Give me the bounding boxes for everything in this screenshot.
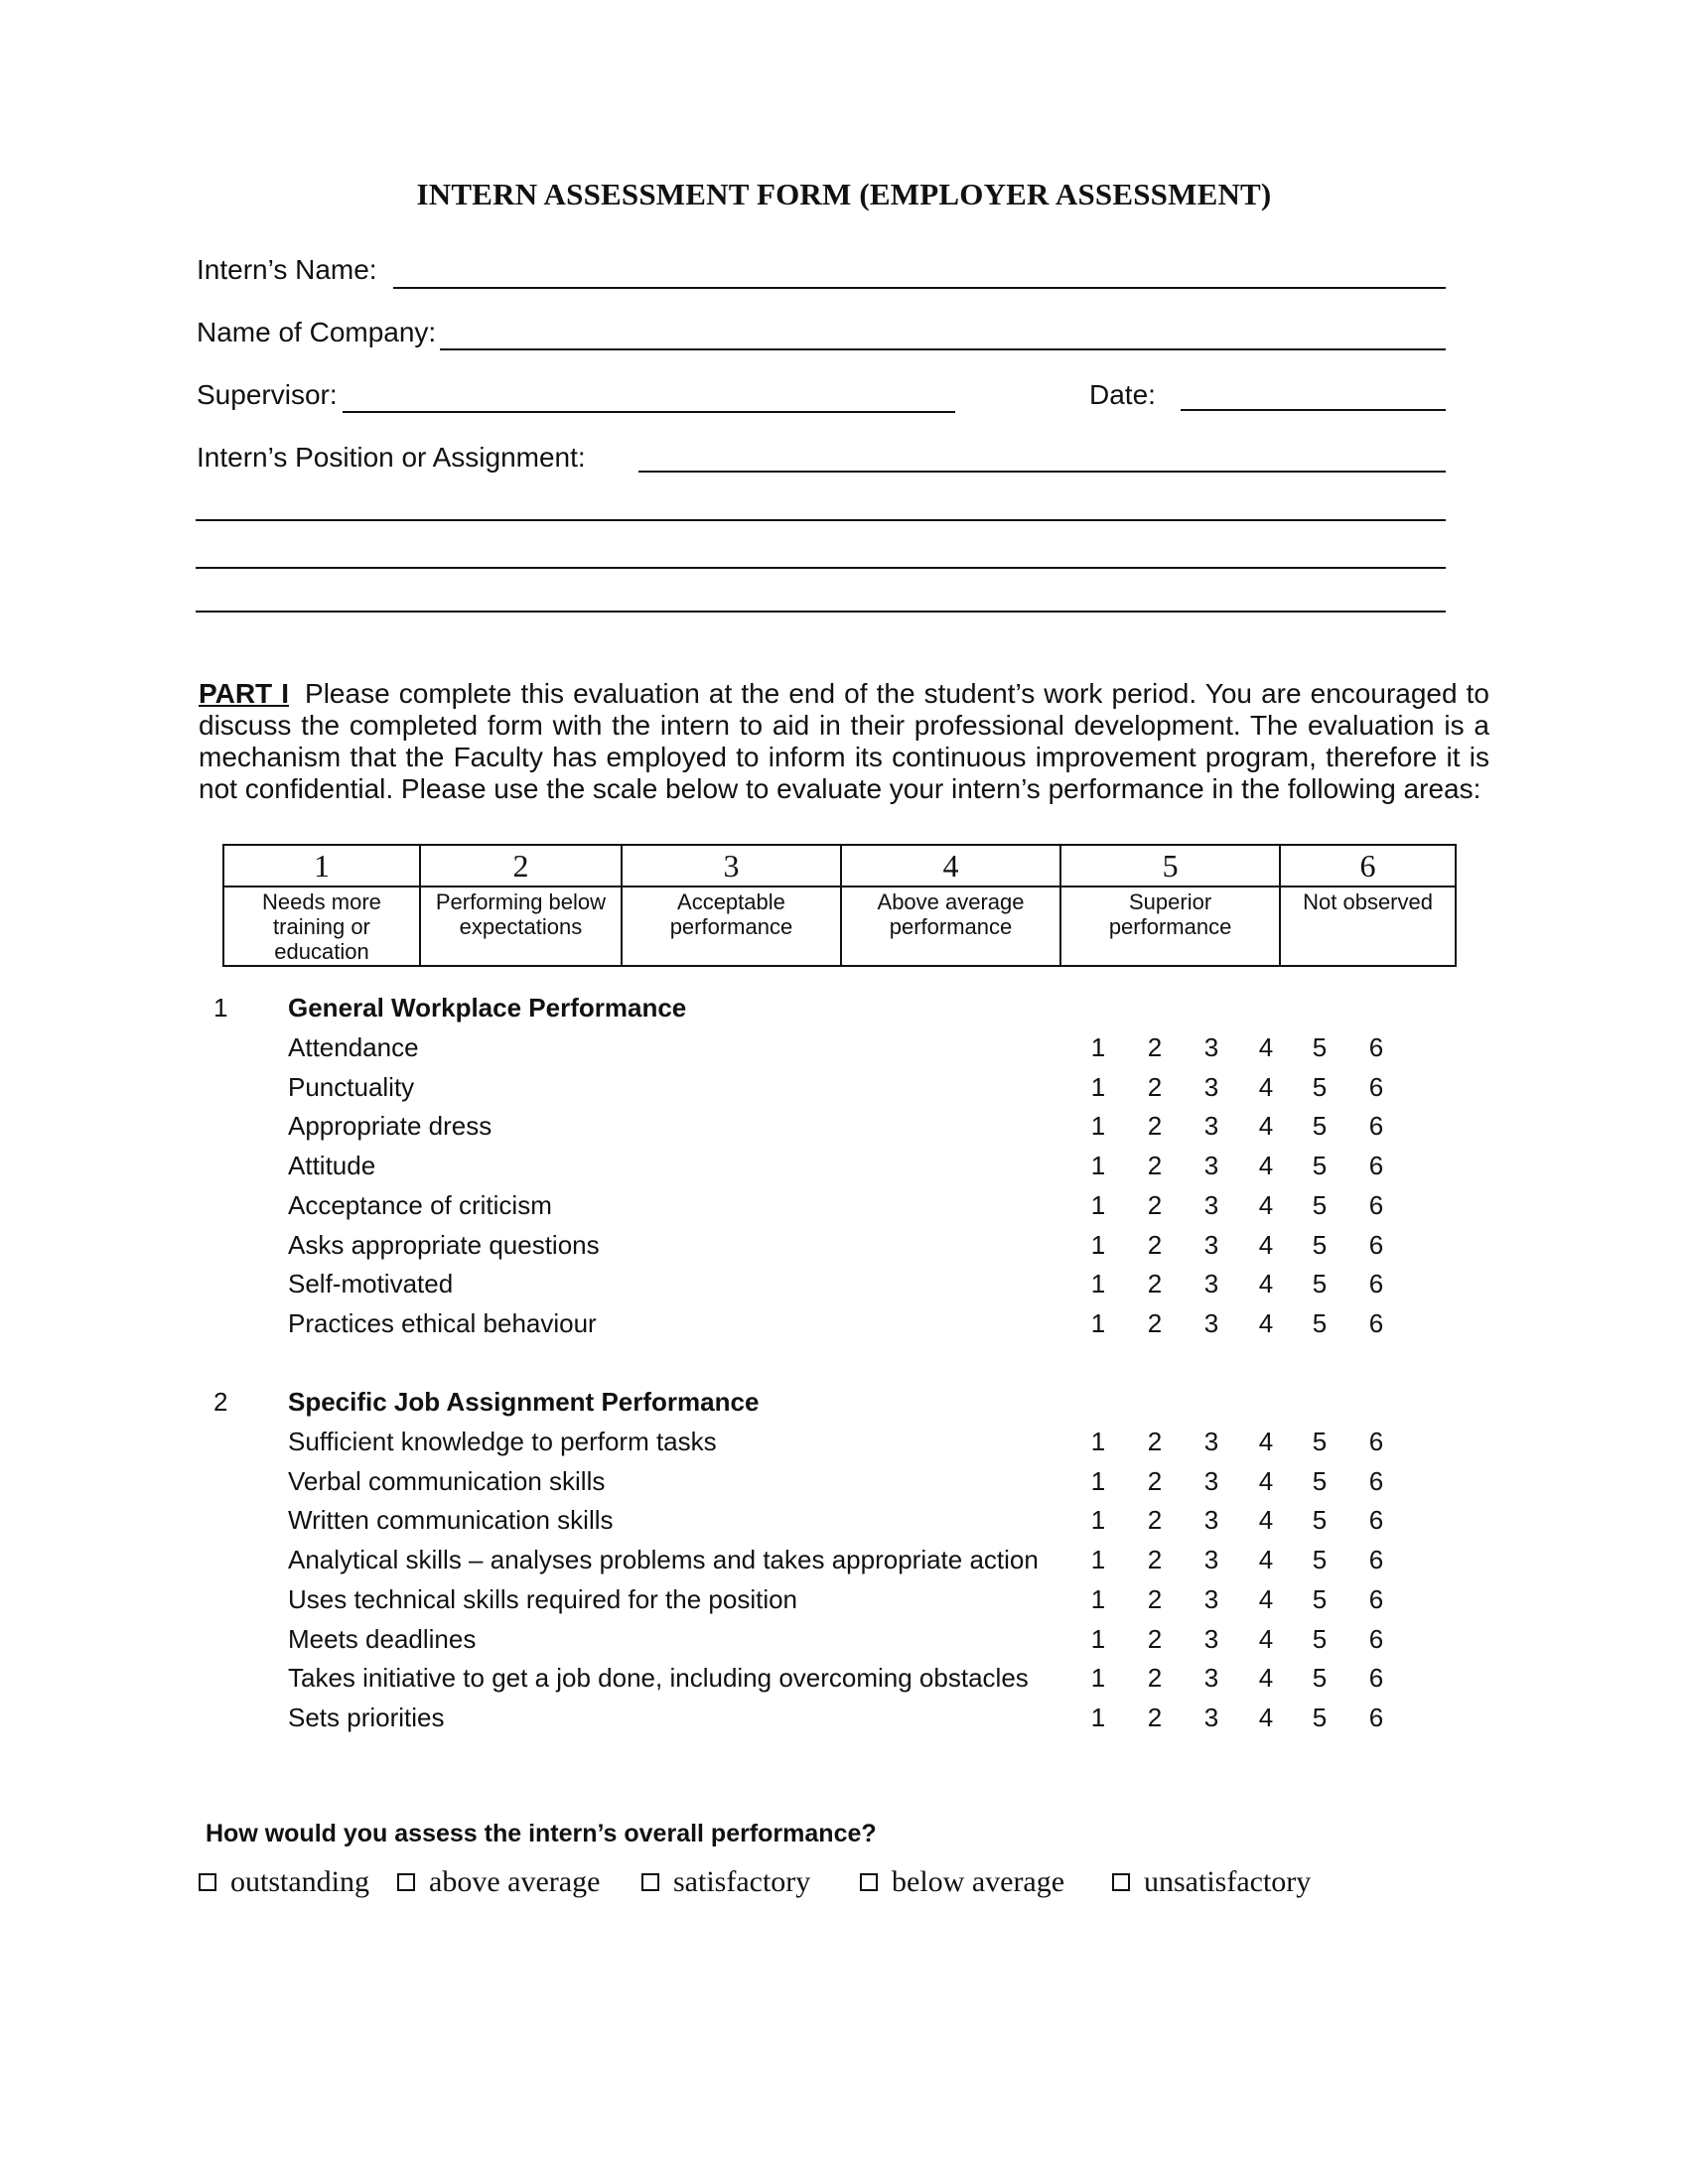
scale-number: 5 <box>1060 845 1280 887</box>
criterion-label: Attitude <box>288 1151 376 1181</box>
rating-option[interactable]: 2 <box>1147 1465 1163 1496</box>
checkbox-icon[interactable] <box>860 1873 878 1891</box>
option-label: outstanding <box>230 1865 369 1898</box>
supervisor-label: Supervisor: <box>197 379 338 410</box>
scale-description: Performing below expectations <box>420 887 622 966</box>
checkbox-icon[interactable] <box>397 1873 415 1891</box>
checkbox-icon[interactable] <box>1112 1873 1130 1891</box>
rating-option[interactable]: 3 <box>1203 1269 1219 1299</box>
rating-option[interactable]: 4 <box>1258 1151 1274 1181</box>
rating-option[interactable]: 6 <box>1368 1189 1384 1220</box>
section-number: 2 <box>213 1387 228 1417</box>
criterion-label: Attendance <box>288 1032 419 1062</box>
rating-option[interactable]: 1 <box>1090 1465 1106 1496</box>
rating-option[interactable]: 5 <box>1312 1702 1328 1732</box>
rating-option[interactable]: 2 <box>1147 1583 1163 1614</box>
rating-option[interactable]: 2 <box>1147 1545 1163 1575</box>
rating-option[interactable]: 1 <box>1090 1583 1106 1614</box>
rating-option[interactable]: 3 <box>1203 1465 1219 1496</box>
rating-option[interactable]: 3 <box>1203 1427 1219 1456</box>
rating-option[interactable]: 5 <box>1312 1307 1328 1338</box>
criterion-label: Uses technical skills required for the position <box>288 1583 798 1614</box>
scale-number: 3 <box>622 845 841 887</box>
rating-option[interactable]: 4 <box>1258 1071 1274 1102</box>
rating-option[interactable]: 1 <box>1090 1071 1106 1102</box>
rating-option[interactable]: 6 <box>1368 1545 1384 1575</box>
option-label: below average <box>892 1865 1065 1898</box>
section-title: Specific Job Assignment Performance <box>288 1387 760 1417</box>
rating-option[interactable]: 2 <box>1147 1623 1163 1654</box>
rating-option[interactable]: 4 <box>1258 1229 1274 1260</box>
scale-description: Needs more training or education <box>223 887 420 966</box>
rating-option[interactable]: 5 <box>1312 1071 1328 1102</box>
rating-scale-table <box>222 844 1457 967</box>
rating-option[interactable]: 3 <box>1203 1702 1219 1732</box>
rating-option[interactable]: 6 <box>1368 1465 1384 1496</box>
scale-number: 6 <box>1280 845 1456 887</box>
rating-option[interactable]: 5 <box>1312 1465 1328 1496</box>
rating-option[interactable]: 2 <box>1147 1505 1163 1536</box>
rating-option[interactable]: 4 <box>1258 1307 1274 1338</box>
checkbox-icon[interactable] <box>641 1873 659 1891</box>
rating-option[interactable]: 4 <box>1258 1545 1274 1575</box>
rating-option[interactable]: 1 <box>1090 1702 1106 1732</box>
form-title: INTERN ASSESSMENT FORM (EMPLOYER ASSESSMENT) <box>416 177 1272 211</box>
rating-option[interactable]: 6 <box>1368 1623 1384 1654</box>
rating-option[interactable]: 2 <box>1147 1702 1163 1732</box>
date-line[interactable] <box>1181 409 1446 411</box>
rating-option[interactable]: 3 <box>1203 1229 1219 1260</box>
scale-number: 4 <box>841 845 1060 887</box>
scale-description: Superior performance <box>1060 887 1280 966</box>
scale-description: Not observed <box>1280 887 1456 966</box>
rating-option[interactable]: 4 <box>1258 1032 1274 1062</box>
part1-text: Please complete this evaluation at the end of the student’s work period. You are encouraged to discuss the completed form with the intern to aid in their professional development. The evaluation is a mechanism that the Faculty has employed to inform its continuous improvement program, therefore it is not confidential. Please use the scale below to evaluate your intern’s performance in the following areas: <box>199 678 1490 804</box>
option-unsatisfactory[interactable] <box>1112 1865 1311 1899</box>
scale-description: Above average performance <box>841 887 1060 966</box>
rating-option[interactable]: 4 <box>1258 1111 1274 1142</box>
intern-name-line[interactable] <box>393 287 1446 289</box>
rating-option[interactable]: 4 <box>1258 1427 1274 1456</box>
criterion-label: Appropriate dress <box>288 1111 492 1142</box>
criterion-label: Written communication skills <box>288 1505 614 1536</box>
rating-option[interactable]: 1 <box>1090 1269 1106 1299</box>
rating-option[interactable]: 1 <box>1090 1229 1106 1260</box>
rating-option[interactable]: 6 <box>1368 1505 1384 1536</box>
rating-option[interactable]: 5 <box>1312 1032 1328 1062</box>
section-number: 1 <box>213 993 228 1023</box>
criterion-label: Takes initiative to get a job done, including overcoming obstacles <box>288 1663 1029 1694</box>
rating-option[interactable]: 5 <box>1312 1151 1328 1181</box>
rating-option[interactable]: 2 <box>1147 1427 1163 1456</box>
position-label: Intern’s Position or Assignment: <box>197 442 586 473</box>
rating-option[interactable]: 6 <box>1368 1229 1384 1260</box>
option-satisfactory[interactable] <box>641 1865 810 1899</box>
part1-instructions <box>199 678 1489 805</box>
rating-option[interactable]: 6 <box>1368 1702 1384 1732</box>
criterion-label: Verbal communication skills <box>288 1465 606 1496</box>
rating-option[interactable]: 1 <box>1090 1623 1106 1654</box>
position-line-4[interactable] <box>196 611 1446 613</box>
criterion-label: Self-motivated <box>288 1269 454 1299</box>
company-label: Name of Company: <box>197 317 437 347</box>
scale-number: 2 <box>420 845 622 887</box>
criterion-label: Asks appropriate questions <box>288 1229 600 1260</box>
rating-option[interactable]: 2 <box>1147 1269 1163 1299</box>
rating-option[interactable]: 6 <box>1368 1032 1384 1062</box>
part1-label: PART I <box>199 678 290 709</box>
rating-option[interactable]: 5 <box>1312 1427 1328 1456</box>
scale-number: 1 <box>223 845 420 887</box>
rating-option[interactable]: 3 <box>1203 1583 1219 1614</box>
option-label: satisfactory <box>673 1865 811 1898</box>
rating-option[interactable]: 4 <box>1258 1663 1274 1694</box>
rating-option[interactable]: 3 <box>1203 1623 1219 1654</box>
option-below-average[interactable] <box>860 1865 1064 1899</box>
rating-option[interactable]: 1 <box>1090 1307 1106 1338</box>
rating-option[interactable]: 1 <box>1090 1151 1106 1181</box>
rating-option[interactable]: 1 <box>1090 1545 1106 1575</box>
rating-option[interactable]: 2 <box>1147 1189 1163 1220</box>
rating-option[interactable]: 4 <box>1258 1702 1274 1732</box>
intern-name-label: Intern’s Name: <box>197 254 377 285</box>
overall-question: How would you assess the intern’s overall performance? <box>206 1820 877 1847</box>
position-line-3[interactable] <box>196 567 1446 569</box>
option-label: above average <box>429 1865 601 1898</box>
rating-option[interactable]: 5 <box>1312 1505 1328 1536</box>
rating-option[interactable]: 6 <box>1368 1111 1384 1142</box>
criterion-label: Acceptance of criticism <box>288 1189 552 1220</box>
rating-option[interactable]: 6 <box>1368 1583 1384 1614</box>
rating-option[interactable]: 3 <box>1203 1151 1219 1181</box>
rating-option[interactable]: 1 <box>1090 1663 1106 1694</box>
rating-option[interactable]: 1 <box>1090 1032 1106 1062</box>
date-label: Date: <box>1089 379 1156 410</box>
rating-option[interactable]: 6 <box>1368 1269 1384 1299</box>
rating-option[interactable]: 3 <box>1203 1071 1219 1102</box>
rating-option[interactable]: 4 <box>1258 1465 1274 1496</box>
rating-option[interactable]: 4 <box>1258 1505 1274 1536</box>
rating-option[interactable]: 1 <box>1090 1505 1106 1536</box>
rating-option[interactable]: 1 <box>1090 1189 1106 1220</box>
rating-option[interactable]: 3 <box>1203 1307 1219 1338</box>
criterion-label: Sets priorities <box>288 1702 445 1732</box>
rating-option[interactable]: 5 <box>1312 1545 1328 1575</box>
rating-option[interactable]: 2 <box>1147 1307 1163 1338</box>
rating-option[interactable]: 4 <box>1258 1583 1274 1614</box>
rating-option[interactable]: 2 <box>1147 1071 1163 1102</box>
criterion-label: Practices ethical behaviour <box>288 1307 597 1338</box>
rating-option[interactable]: 5 <box>1312 1663 1328 1694</box>
supervisor-line[interactable] <box>343 411 955 413</box>
rating-option[interactable]: 6 <box>1368 1307 1384 1338</box>
rating-option[interactable]: 3 <box>1203 1189 1219 1220</box>
rating-option[interactable]: 4 <box>1258 1623 1274 1654</box>
rating-option[interactable]: 5 <box>1312 1269 1328 1299</box>
rating-option[interactable]: 6 <box>1368 1071 1384 1102</box>
position-line-2[interactable] <box>196 519 1446 521</box>
option-above-average[interactable] <box>397 1865 600 1899</box>
checkbox-icon[interactable] <box>199 1873 216 1891</box>
rating-option[interactable]: 4 <box>1258 1189 1274 1220</box>
rating-option[interactable]: 6 <box>1368 1427 1384 1456</box>
rating-option[interactable]: 3 <box>1203 1032 1219 1062</box>
rating-option[interactable]: 6 <box>1368 1151 1384 1181</box>
rating-option[interactable]: 2 <box>1147 1663 1163 1694</box>
rating-option[interactable]: 2 <box>1147 1229 1163 1260</box>
option-outstanding[interactable] <box>199 1865 369 1899</box>
rating-option[interactable]: 4 <box>1258 1269 1274 1299</box>
rating-option[interactable]: 5 <box>1312 1111 1328 1142</box>
rating-option[interactable]: 5 <box>1312 1623 1328 1654</box>
criterion-label: Punctuality <box>288 1071 415 1102</box>
rating-option[interactable]: 5 <box>1312 1229 1328 1260</box>
criterion-label: Meets deadlines <box>288 1623 477 1654</box>
company-line[interactable] <box>440 348 1446 350</box>
rating-option[interactable]: 3 <box>1203 1505 1219 1536</box>
rating-option[interactable]: 2 <box>1147 1111 1163 1142</box>
rating-option[interactable]: 2 <box>1147 1151 1163 1181</box>
rating-option[interactable]: 6 <box>1368 1663 1384 1694</box>
rating-option[interactable]: 1 <box>1090 1427 1106 1456</box>
rating-option[interactable]: 2 <box>1147 1032 1163 1062</box>
rating-option[interactable]: 3 <box>1203 1111 1219 1142</box>
rating-option[interactable]: 3 <box>1203 1663 1219 1694</box>
position-line[interactable] <box>638 471 1446 473</box>
criterion-label: Sufficient knowledge to perform tasks <box>288 1427 717 1456</box>
rating-option[interactable]: 5 <box>1312 1583 1328 1614</box>
criterion-label: Analytical skills – analyses problems and takes appropriate action <box>288 1545 1039 1575</box>
rating-option[interactable]: 1 <box>1090 1111 1106 1142</box>
rating-option[interactable]: 3 <box>1203 1545 1219 1575</box>
option-label: unsatisfactory <box>1144 1865 1312 1898</box>
scale-description: Acceptable performance <box>622 887 841 966</box>
section-title: General Workplace Performance <box>288 993 687 1023</box>
rating-option[interactable]: 5 <box>1312 1189 1328 1220</box>
